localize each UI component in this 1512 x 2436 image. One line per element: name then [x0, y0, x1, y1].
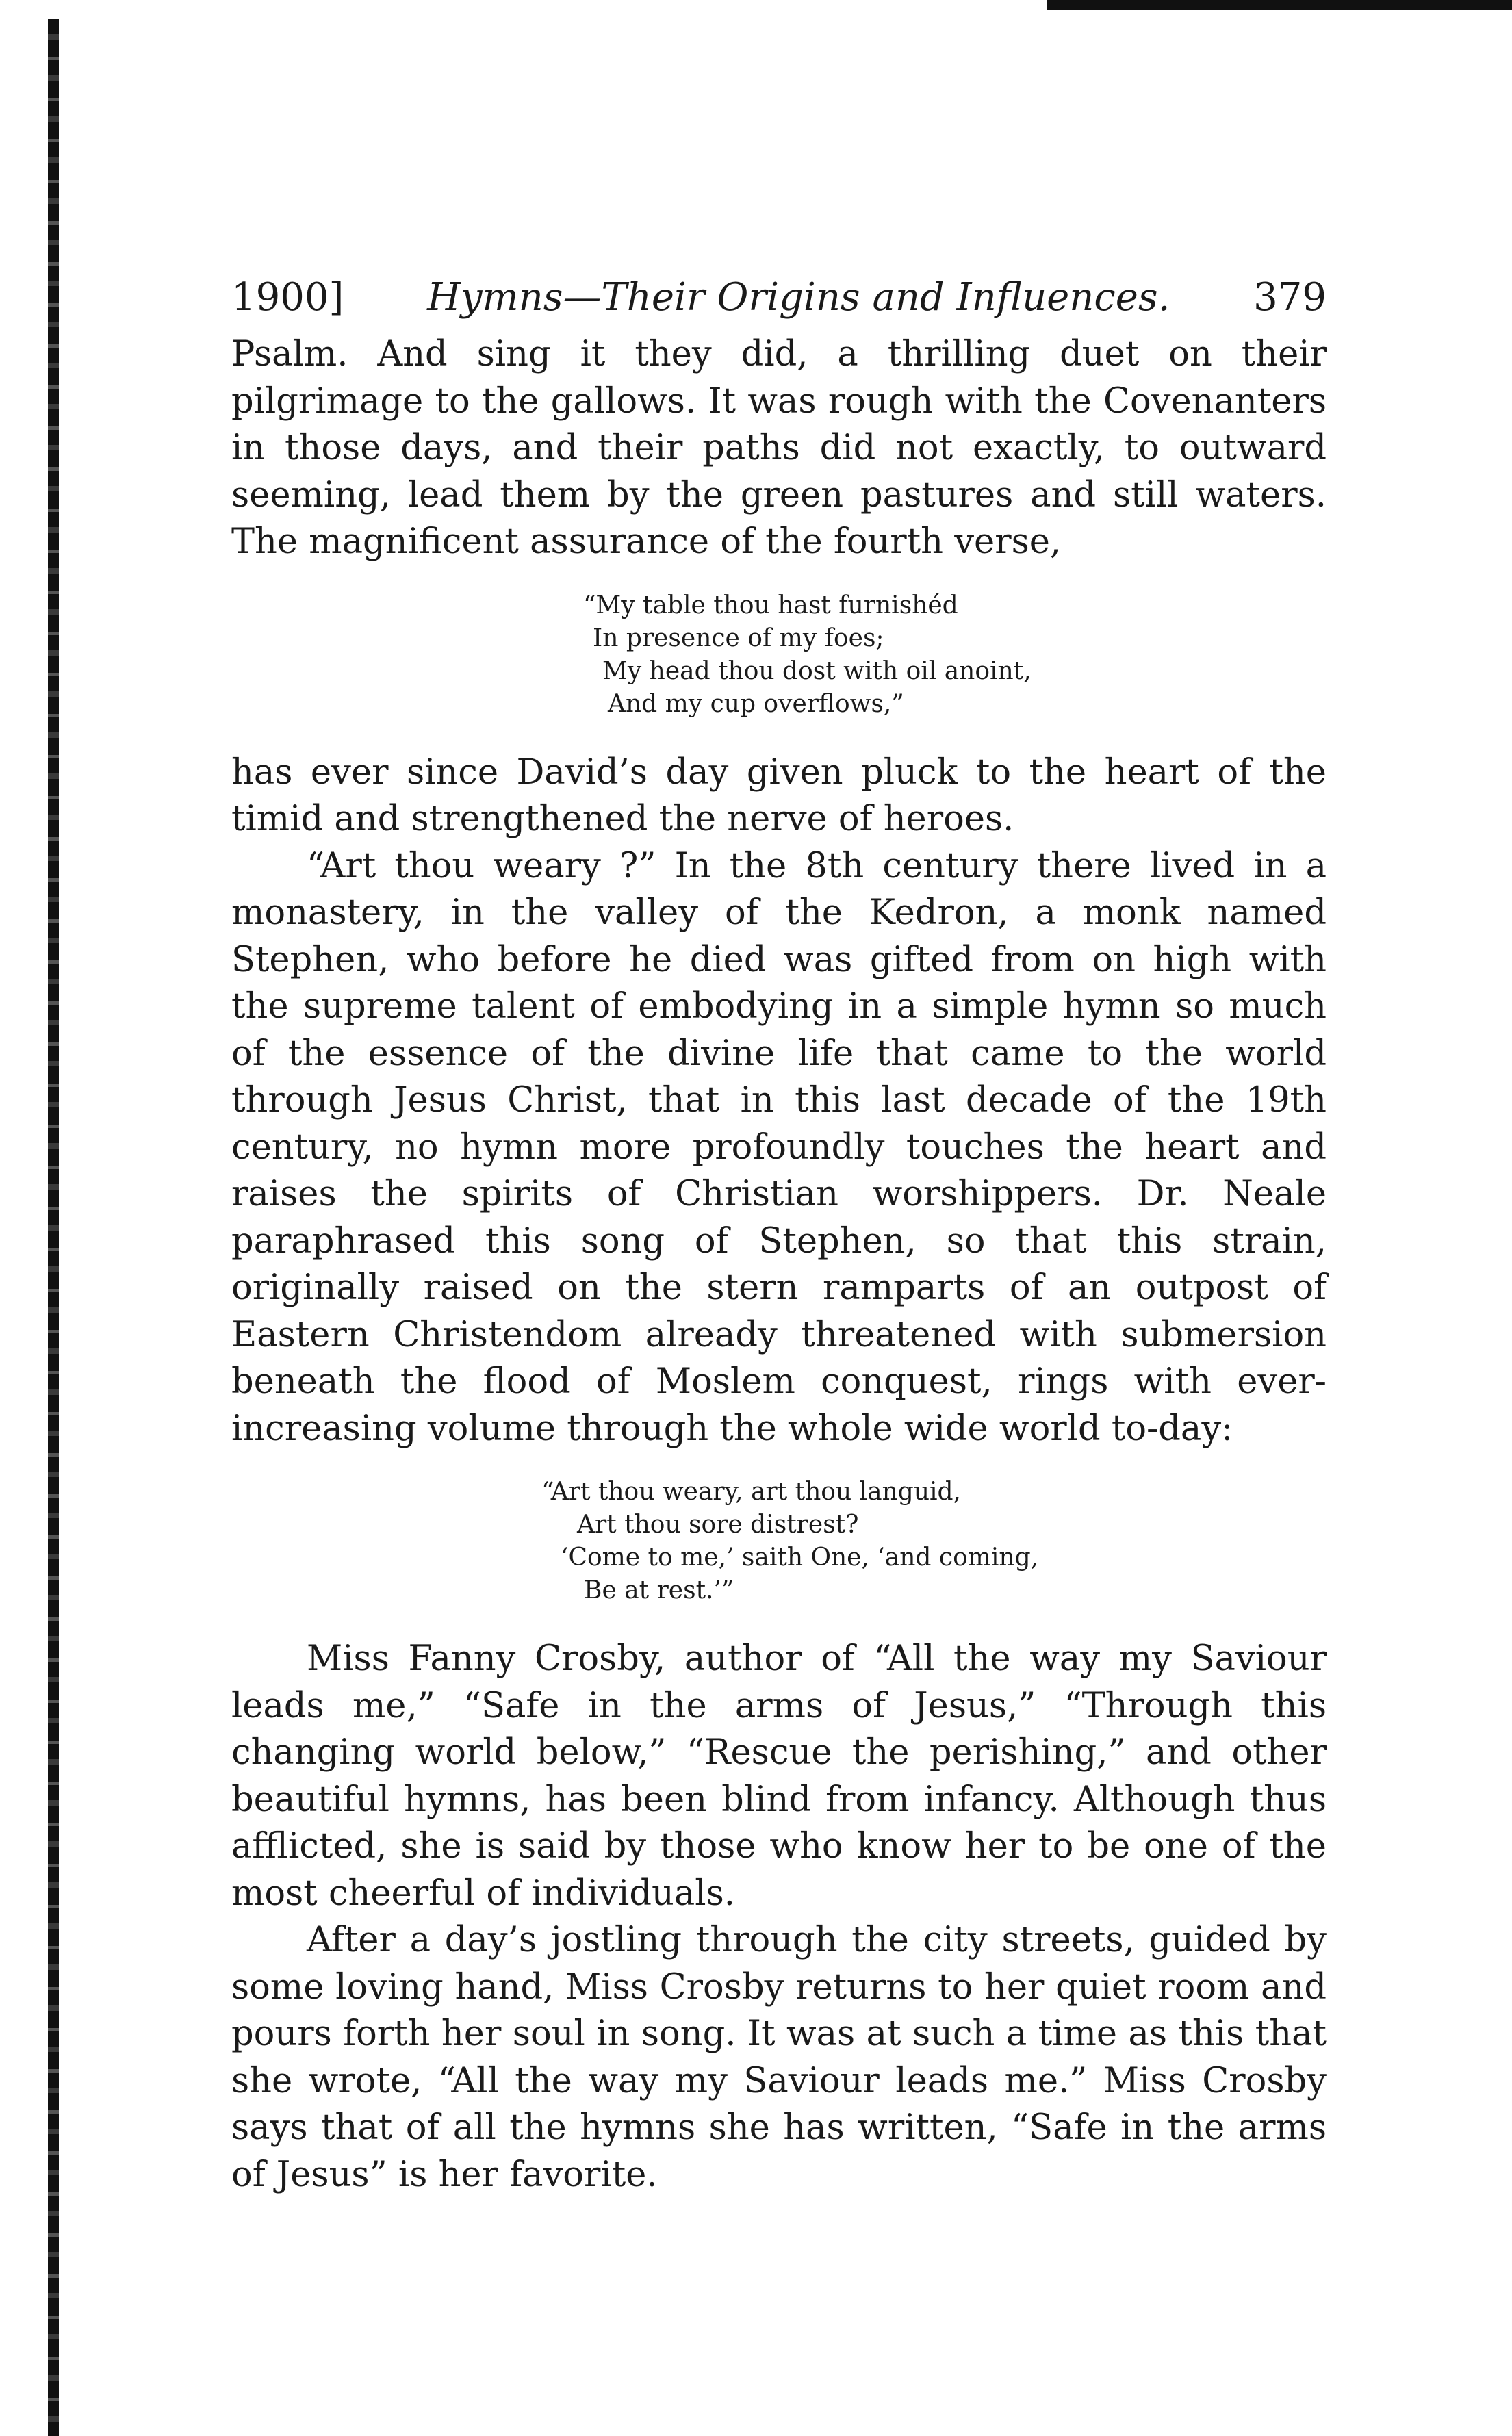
header-title: Hymns—Their Origins and Influences.	[427, 275, 1170, 320]
verse-line: And my cup overflows,”	[608, 689, 904, 718]
paragraph-city-streets: After a day’s jostling through the city streets, guided by some loving hand, Miss Crosby returns to her quiet room and pours forth her soul in song. It was at such a time as this that she wrote, “All the way my Saviour leads me.” Miss Crosby says that of all the hymns she has written, “Safe in the arms of Jesus” is her favorite.	[231, 1920, 1327, 2195]
book-spine-edge	[48, 19, 59, 2436]
paragraph-art-thou-weary: “Art thou weary ?” In the 8th century there lived in a monastery, in the valley of the Kedron, a monk named Stephen, who before he died was gifted from on high with the supreme talent of embodying in a simple hymn so much of the essence of the divine life that came to the world through Jesus Christ, that in this last decade of the 19th century, no hymn more profoundly touches the heart and raises the spirits of Christian worshippers. Dr. Neale paraphrased this song of Stephen, so that this strain, originally raised on the stern ramparts of an outpost of Eastern Christendom already threatened with submersion beneath the flood of Moslem conquest, rings with ever-increasing volume through the whole wide world to-day:	[231, 845, 1327, 1449]
verse-line: Art thou sore distrest?	[577, 1511, 859, 1539]
verse-line: My head thou dost with oil anoint,	[602, 656, 1032, 685]
verse-line: In presence of my foes;	[593, 624, 884, 652]
verse-psalm	[231, 589, 1327, 721]
verse-line: “My table thou hast furnishéd	[583, 591, 958, 619]
running-head	[231, 274, 1327, 322]
page-number: 379	[1253, 275, 1327, 320]
book-page	[231, 274, 1327, 2198]
verse-line: Be at rest.’”	[584, 1576, 734, 1604]
verse-art-thou-weary	[231, 1476, 1327, 1607]
verse-line: ‘Come to me,’ saith One, ‘and coming,	[561, 1543, 1039, 1572]
verse-line: “Art thou weary, art thou languid,	[541, 1478, 962, 1506]
paragraph-david: has ever since David’s day given pluck to the heart of the timid and strengthened the nerve of heroes.	[231, 752, 1327, 839]
top-rule	[1047, 0, 1512, 10]
paragraph-fanny-crosby: Miss Fanny Crosby, author of “All the way my Saviour leads me,” “Safe in the arms of Jesus,” “Through this changing world below,” “Rescue the perishing,” and other beautiful hymns, has been blind from infancy. Although thus afflicted, she is said by those who know her to be one of the most cheerful of individuals.	[231, 1639, 1327, 1914]
header-year: 1900]	[231, 275, 344, 320]
paragraph-psalm: Psalm. And sing it they did, a thrilling duet on their pilgrimage to the gallows. It was rough with the Covenanters in those days, and their paths did not exactly, to outward seeming, lead them by the green pastures and still waters. The magnificent assurance of the fourth verse,	[231, 334, 1327, 562]
